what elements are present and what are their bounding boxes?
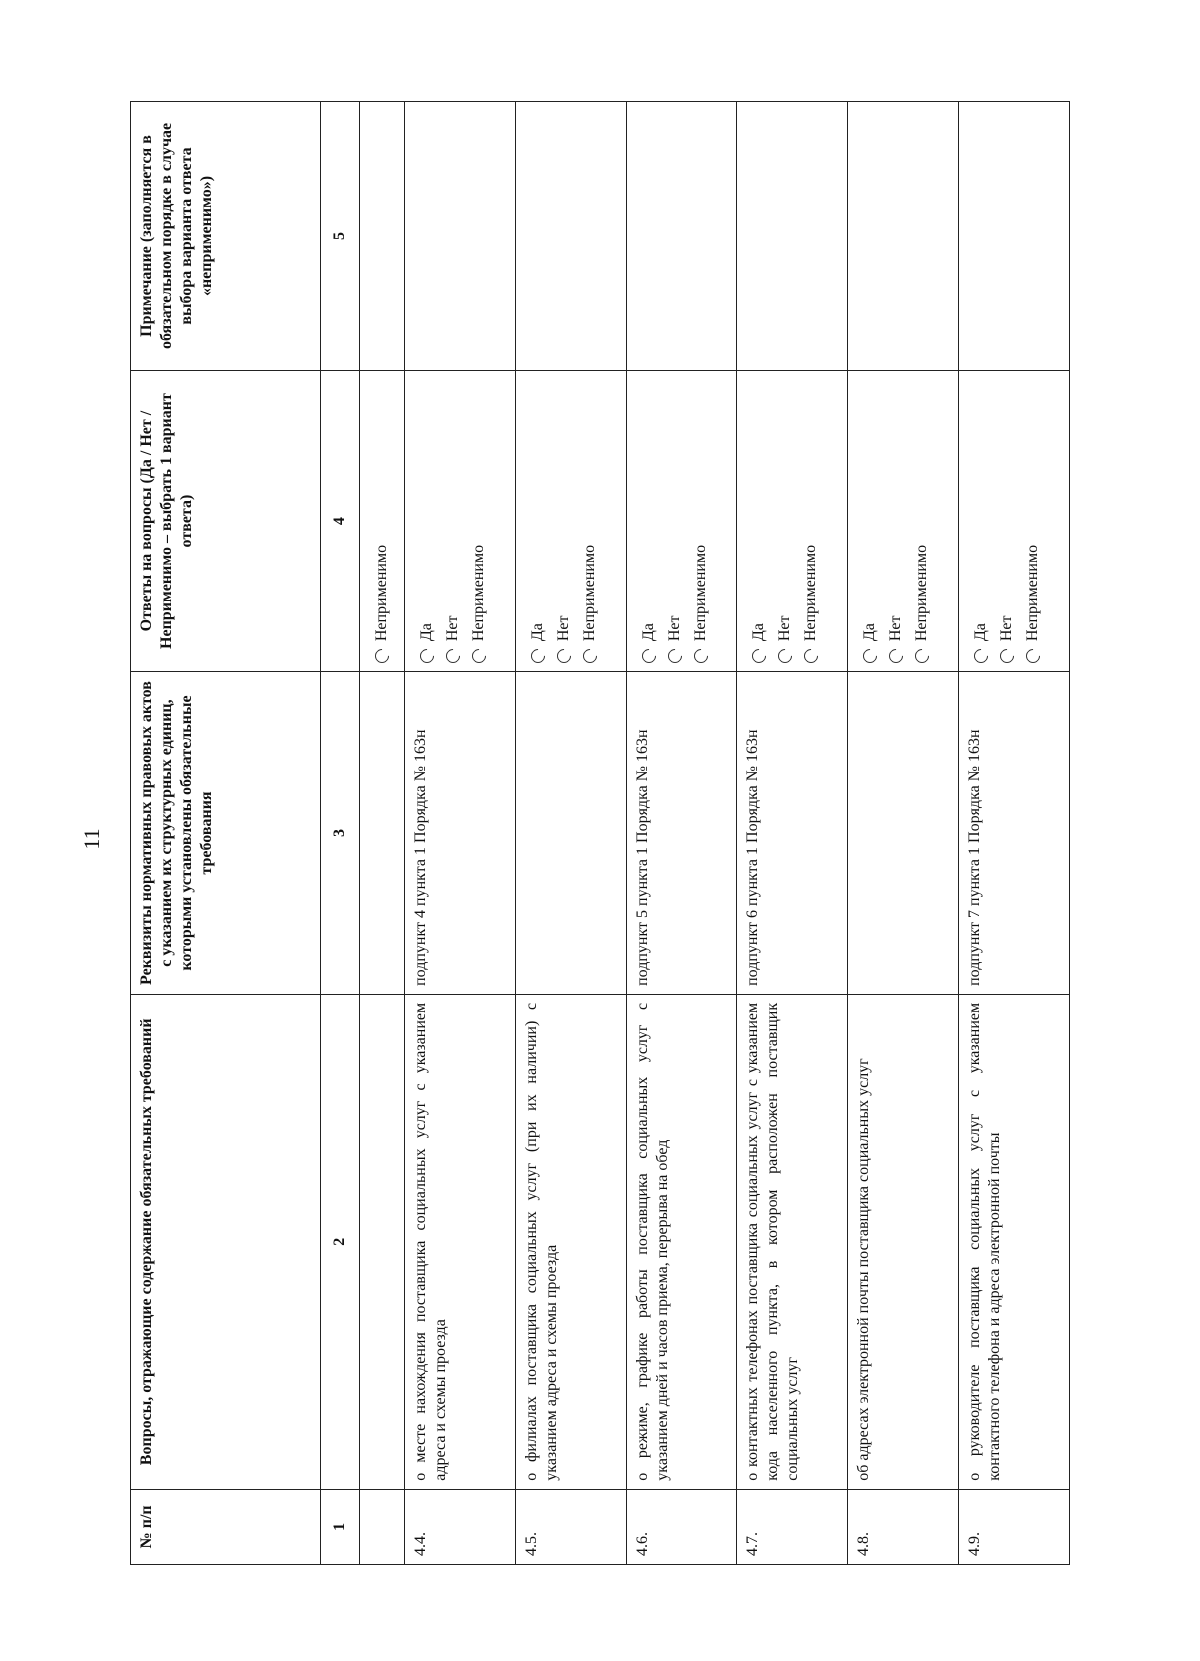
answer-option-no[interactable] xyxy=(997,379,1017,663)
column-number: 2 xyxy=(321,994,360,1489)
answer-option-na[interactable] xyxy=(372,379,392,663)
answer-option-no[interactable] xyxy=(886,379,906,663)
row-note[interactable] xyxy=(515,102,626,371)
answer-option-na[interactable] xyxy=(469,379,489,663)
row-reference xyxy=(848,672,959,995)
radio-icon[interactable] xyxy=(665,646,685,666)
radio-icon[interactable] xyxy=(469,646,489,666)
option-label: Да xyxy=(418,623,435,642)
answer-option-yes[interactable] xyxy=(860,379,880,663)
header-number: № п/п xyxy=(131,1489,321,1564)
radio-icon[interactable] xyxy=(691,646,711,666)
radio-icon[interactable] xyxy=(776,646,796,666)
option-label: Да xyxy=(972,623,990,642)
table-row xyxy=(405,102,516,1565)
requirements-table-wrapper xyxy=(130,101,1070,1565)
carryover-answer-cell xyxy=(360,370,405,671)
answer-option-na[interactable] xyxy=(1023,379,1043,663)
option-label: Неприменимо xyxy=(913,544,931,642)
column-number-row xyxy=(321,102,360,1565)
radio-icon[interactable] xyxy=(528,646,548,666)
answer-option-yes[interactable] xyxy=(749,379,769,663)
radio-icon[interactable] xyxy=(750,646,770,666)
row-number: 4.8. xyxy=(848,1489,959,1564)
answer-option-na[interactable] xyxy=(801,379,821,663)
answer-option-yes[interactable] xyxy=(528,379,548,663)
row-note[interactable] xyxy=(626,102,737,371)
radio-icon[interactable] xyxy=(860,646,880,666)
answer-option-na[interactable] xyxy=(691,379,711,663)
radio-icon[interactable] xyxy=(886,646,906,666)
option-label: Неприменимо xyxy=(580,544,598,642)
radio-icon[interactable] xyxy=(971,646,991,666)
option-label: Да xyxy=(750,623,768,642)
column-number: 3 xyxy=(321,672,360,995)
row-number: 4.6. xyxy=(626,1489,737,1564)
row-note[interactable] xyxy=(959,102,1070,371)
row-reference: подпункт 7 пункта 1 Порядка № 163н xyxy=(959,672,1070,995)
header-row xyxy=(131,102,321,1565)
radio-icon[interactable] xyxy=(639,646,659,666)
answer-option-yes[interactable] xyxy=(639,379,659,663)
header-reference: Реквизиты нормативных правовых актов с указанием их структурных единиц, которыми установлены обязательные требования xyxy=(131,672,321,995)
row-answer-cell xyxy=(848,370,959,671)
row-note[interactable] xyxy=(737,102,848,371)
row-question: о контактных телефонах поставщика социальных услуг с указанием кода населенного пункта, в котором расположен поставщик социальных услуг xyxy=(737,994,848,1489)
option-label: Неприменимо xyxy=(373,544,390,642)
carryover-question-cell xyxy=(360,994,405,1489)
row-answer-cell xyxy=(626,370,737,671)
header-question: Вопросы, отражающие содержание обязательных требований xyxy=(131,994,321,1489)
requirements-table xyxy=(130,101,1070,1565)
row-number: 4.7. xyxy=(737,1489,848,1564)
row-answer-cell xyxy=(405,370,516,671)
answer-option-na[interactable] xyxy=(580,379,600,663)
column-number: 1 xyxy=(321,1489,360,1564)
row-question: о месте нахождения поставщика социальных услуг с указанием адреса и схемы проезда xyxy=(405,994,516,1489)
option-label: Неприменимо xyxy=(691,544,709,642)
radio-icon[interactable] xyxy=(372,646,392,666)
answer-option-no[interactable] xyxy=(443,379,463,663)
radio-icon[interactable] xyxy=(443,646,463,666)
radio-icon[interactable] xyxy=(580,646,600,666)
table-row xyxy=(848,102,959,1565)
header-answer: Ответы на вопросы (Да / Нет / Неприменимо – выбрать 1 вариант ответа) xyxy=(131,370,321,671)
row-reference xyxy=(515,672,626,995)
row-answer-cell xyxy=(737,370,848,671)
row-note[interactable] xyxy=(848,102,959,371)
carryover-note-cell[interactable] xyxy=(360,102,405,371)
table-row xyxy=(959,102,1070,1565)
answer-option-no[interactable] xyxy=(665,379,685,663)
option-label: Нет xyxy=(776,615,794,642)
row-number: 4.9. xyxy=(959,1489,1070,1564)
option-label: Да xyxy=(528,623,546,642)
row-note[interactable] xyxy=(405,102,516,371)
column-number: 4 xyxy=(321,370,360,671)
row-answer-cell xyxy=(959,370,1070,671)
row-question: о филиалах поставщика социальных услуг (при их наличии) с указанием адреса и схемы проезда xyxy=(515,994,626,1489)
answer-option-no[interactable] xyxy=(554,379,574,663)
answer-option-no[interactable] xyxy=(775,379,795,663)
radio-icon[interactable] xyxy=(417,646,437,666)
option-label: Нет xyxy=(887,615,905,642)
answer-option-yes[interactable] xyxy=(417,379,437,663)
option-label: Нет xyxy=(665,615,683,642)
table-row xyxy=(626,102,737,1565)
header-note: Примечание (заполняется в обязательном порядке в случае выбора варианта ответа «неприменимо») xyxy=(131,102,321,371)
option-label: Нет xyxy=(554,615,572,642)
option-label: Да xyxy=(861,623,879,642)
option-label: Неприменимо xyxy=(1024,544,1042,642)
answer-option-na[interactable] xyxy=(912,379,932,663)
radio-icon[interactable] xyxy=(802,646,822,666)
radio-icon[interactable] xyxy=(1023,646,1043,666)
option-label: Да xyxy=(639,623,657,642)
radio-icon[interactable] xyxy=(912,646,932,666)
row-reference: подпункт 6 пункта 1 Порядка № 163н xyxy=(737,672,848,995)
row-reference: подпункт 4 пункта 1 Порядка № 163н xyxy=(405,672,516,995)
table-row xyxy=(515,102,626,1565)
row-number: 4.4. xyxy=(405,1489,516,1564)
option-label: Нет xyxy=(998,615,1016,642)
carryover-num-cell xyxy=(360,1489,405,1564)
row-reference: подпункт 5 пункта 1 Порядка № 163н xyxy=(626,672,737,995)
column-number: 5 xyxy=(321,102,360,371)
table-row xyxy=(737,102,848,1565)
page-number: 11 xyxy=(79,828,104,850)
row-question: о режиме, графике работы поставщика социальных услуг с указанием дней и часов приема, перерыва на обед xyxy=(626,994,737,1489)
row-number: 4.5. xyxy=(515,1489,626,1564)
row-question: об адресах электронной почты поставщика социальных услуг xyxy=(848,994,959,1489)
answer-option-yes[interactable] xyxy=(971,379,991,663)
row-answer-cell xyxy=(515,370,626,671)
option-label: Нет xyxy=(444,615,461,642)
option-label: Неприменимо xyxy=(470,544,487,642)
option-label: Неприменимо xyxy=(802,544,820,642)
carryover-reference-cell xyxy=(360,672,405,995)
radio-icon[interactable] xyxy=(554,646,574,666)
carryover-row xyxy=(360,102,405,1565)
radio-icon[interactable] xyxy=(997,646,1017,666)
row-question: о руководителе поставщика социальных услуг с указанием контактного телефона и адреса электронной почты xyxy=(959,994,1070,1489)
